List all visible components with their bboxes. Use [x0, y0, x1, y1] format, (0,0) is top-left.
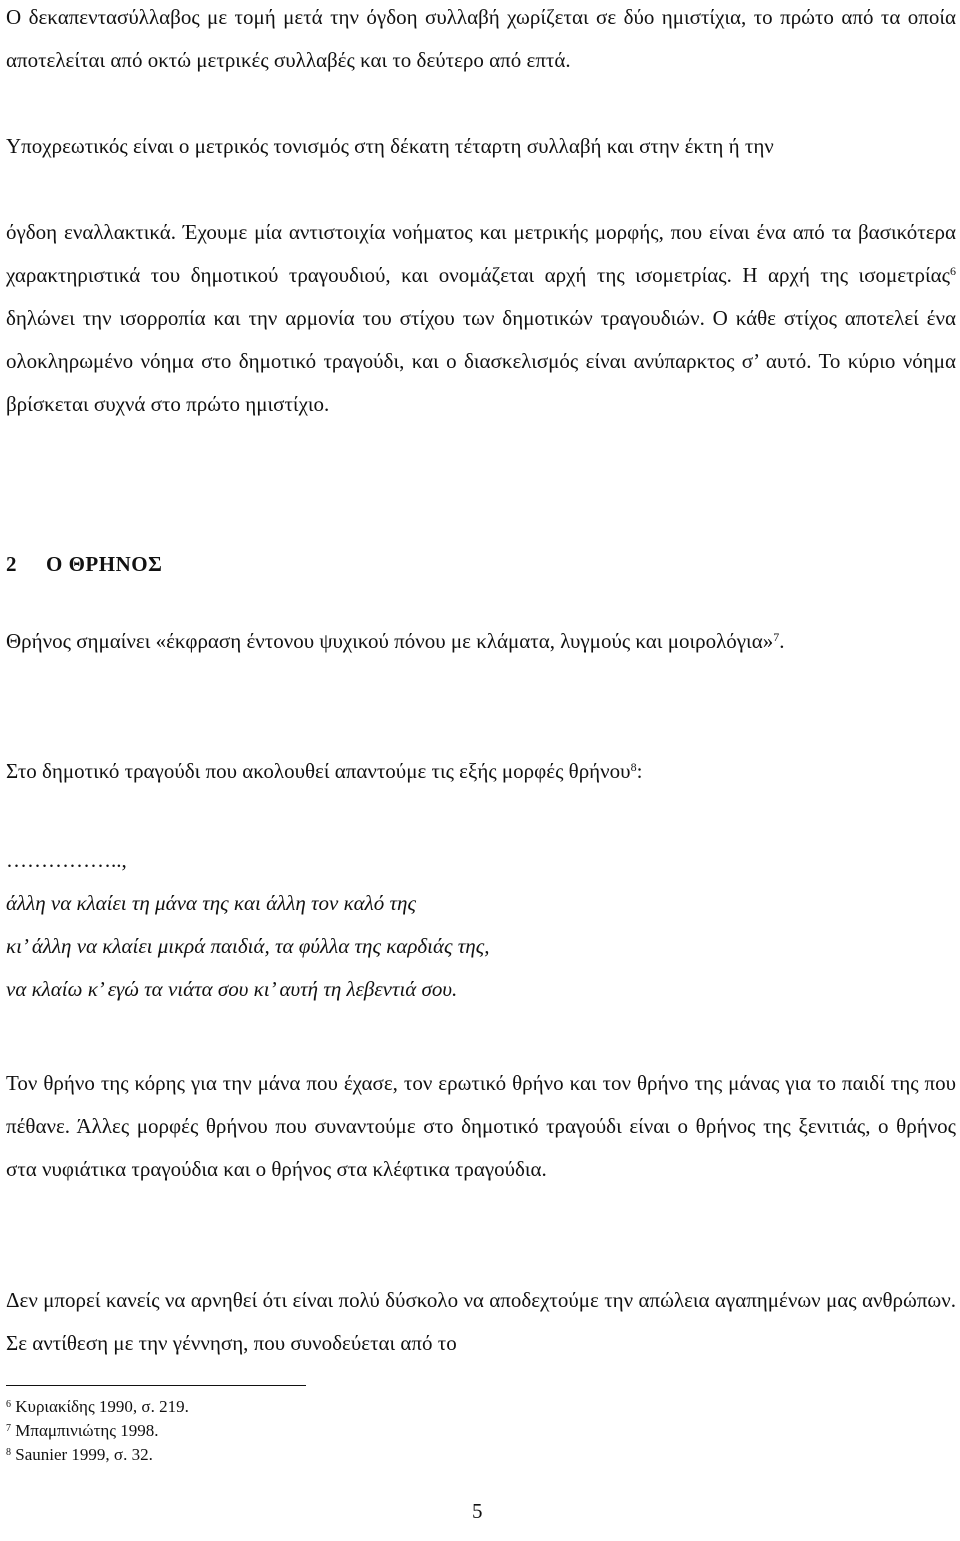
paragraph-meter-intro — [6, 0, 956, 82]
footnote-number: 7 — [6, 1423, 11, 1434]
paragraph-forms-intro-text: Στο δημοτικό τραγούδι που ακολουθεί απαντούμε τις εξής μορφές θρήνου — [6, 759, 631, 783]
paragraph-lament-types — [6, 1062, 956, 1191]
poem-ellipsis: …………….., — [6, 848, 127, 872]
footnote-number: 6 — [6, 1399, 11, 1410]
paragraph-definition-text: Θρήνος σημαίνει «έκφραση έντονου ψυχικού πόνου με κλάματα, λυγμούς και μοιρολόγια» — [6, 629, 774, 653]
poem-line-3: να κλαίω κ’ εγώ τα νιάτα σου κι’ αυτή τη λεβεντιά σου. — [6, 977, 458, 1001]
footnote-ref-6[interactable]: 6 — [950, 264, 956, 278]
footnote-6 — [6, 1395, 189, 1419]
poem-line-2: κι’ άλλη να κλαίει μικρά παιδιά, τα φύλλα της καρδιάς της, — [6, 934, 490, 958]
paragraph-definition-end: . — [779, 629, 785, 653]
footnote-divider — [6, 1385, 306, 1386]
paragraph-loss — [6, 1279, 956, 1365]
footnote-ref-7[interactable]: 7 — [773, 630, 780, 644]
paragraph-meter-intro-text: Ο δεκαπεντασύλλαβος με τομή μετά την όγδοη συλλαβή χωρίζεται σε δύο ημιστίχια, το πρώτο από τα οποία αποτελείται από οκτώ μετρικές συλλαβές και το δεύτερο από επτά. — [6, 5, 956, 72]
section-heading — [6, 546, 162, 582]
footnote-text: Saunier 1999, σ. 32. — [11, 1445, 153, 1464]
paragraph-isometry-text-cont: δηλώνει την ισορροπία και την αρμονία του στίχου των δημοτικών τραγουδιών. Ο κάθε στίχος αποτελεί ένα ολοκληρωμένο νόημα στο δημοτικό τραγούδι, και ο διασκελισμός είναι ανύπαρκτος σ’ αυτό. Το κύριο νόημα βρίσκεται συχνά στο πρώτο ημιστίχιο. — [6, 306, 956, 416]
footnote-7 — [6, 1419, 189, 1443]
page-number: 5 — [472, 1499, 483, 1523]
footnote-ref-8[interactable]: 8 — [630, 760, 637, 774]
paragraph-forms-intro — [6, 750, 956, 793]
footnotes — [6, 1395, 189, 1467]
paragraph-isometry-line1 — [6, 125, 956, 168]
poem-excerpt — [6, 839, 490, 1011]
paragraph-lament-types-text: Τον θρήνο της κόρης για την μάνα που έχασε, τον ερωτικό θρήνο και τον θρήνο της μάνας για το παιδί της που πέθανε. Άλλες μορφές θρήνου που συναντούμε στο δημοτικό τραγούδι είναι ο θρήνος της ξενιτιάς, ο θρήνος στα νυφιάτικα τραγούδια και ο θρήνος στα κλέφτικα τραγούδια. — [6, 1071, 956, 1181]
paragraph-isometry — [6, 211, 956, 426]
paragraph-forms-intro-end: : — [636, 759, 643, 783]
footnote-number: 8 — [6, 1447, 11, 1458]
paragraph-definition — [6, 620, 956, 663]
paragraph-isometry-line1-text: Υποχρεωτικός είναι ο μετρικός τονισμός στη δέκατη τέταρτη συλλαβή και στην έκτη ή την — [6, 134, 774, 158]
paragraph-loss-text: Δεν μπορεί κανείς να αρνηθεί ότι είναι πολύ δύσκολο να αποδεχτούμε την απώλεια αγαπημένων μας ανθρώπων. Σε αντίθεση με την γέννηση, που συνοδεύεται από το — [6, 1288, 956, 1355]
footnote-text: Μπαμπινιώτης 1998. — [11, 1421, 159, 1440]
footnote-text: Κυριακίδης 1990, σ. 219. — [11, 1397, 189, 1416]
paragraph-isometry-text: όγδοη εναλλακτικά. Έχουμε μία αντιστοιχία νοήματος και μετρικής μορφής, που είναι ένα από τα βασικότερα χαρακτηριστικά του δημοτικού τραγουδιού, και ονομάζεται αρχή της ισομετρίας. Η αρχή της ισομετρίας — [6, 220, 956, 287]
footnote-8 — [6, 1443, 189, 1467]
poem-line-1: άλλη να κλαίει τη μάνα της και άλλη τον καλό της — [6, 891, 416, 915]
section-number: 2 — [6, 552, 17, 576]
section-title: Ο ΘΡΗΝΟΣ — [46, 552, 163, 576]
